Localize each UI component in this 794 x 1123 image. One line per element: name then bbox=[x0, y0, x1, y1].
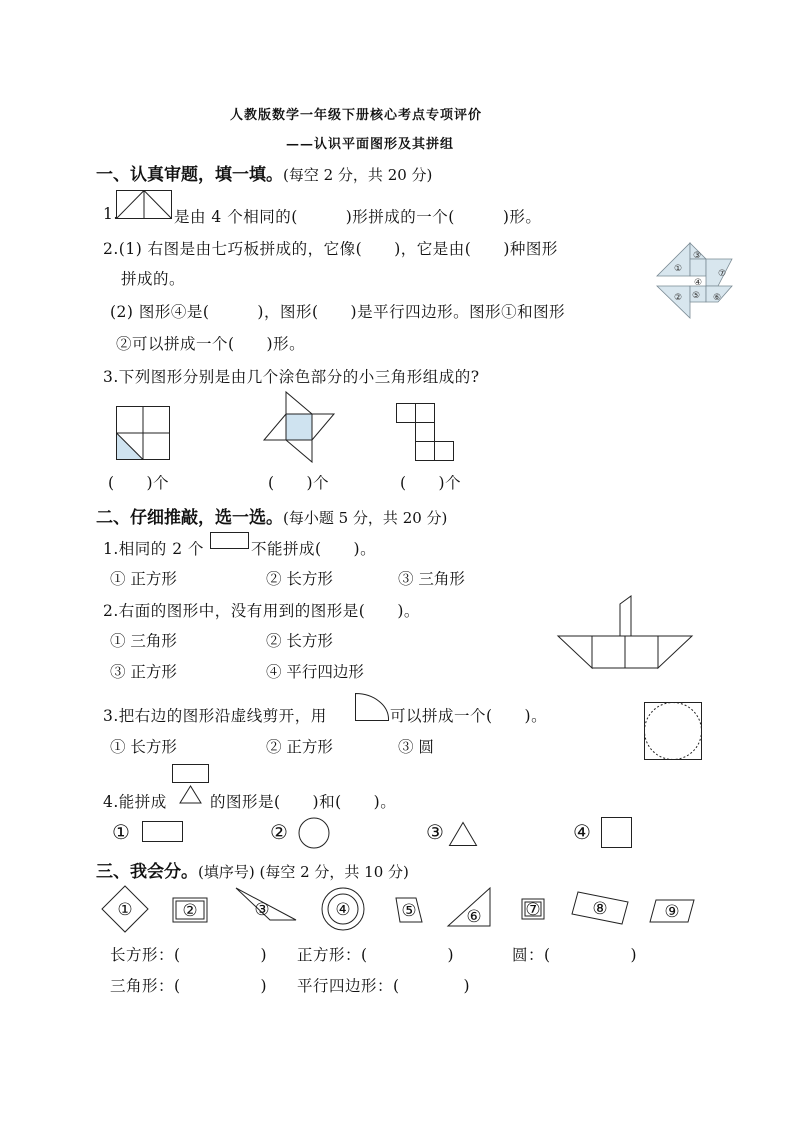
s2-q2-option-3[interactable]: ③ 正方形 bbox=[110, 663, 177, 681]
boat-figure bbox=[558, 596, 692, 671]
blank-square[interactable]: 正方形：( ) bbox=[297, 946, 455, 964]
shape-label-3: ③ bbox=[254, 900, 270, 920]
tangram-label-4: ④ bbox=[694, 278, 703, 288]
shape-label-7: ⑦ bbox=[525, 900, 541, 920]
section3-title: 三、我会分。 bbox=[96, 862, 198, 882]
blank-rect[interactable]: 长方形：( ) bbox=[110, 946, 268, 964]
s1-q3-text: 3.下列图形分别是由几个涂色部分的小三角形组成的? bbox=[103, 368, 480, 386]
blank-circle[interactable]: 圆：( ) bbox=[512, 946, 638, 964]
s2-q4-option-2-label: ② bbox=[270, 820, 288, 844]
s1-q2-line2: 拼成的。 bbox=[121, 270, 186, 288]
s2-q3-prefix: 3.把右边的图形沿虚线剪开，用 bbox=[103, 707, 327, 725]
s2-q4-option-3-triangle bbox=[449, 822, 477, 846]
s1-q1-figure bbox=[116, 190, 172, 220]
house-figure bbox=[172, 764, 210, 806]
shape-label-6: ⑥ bbox=[466, 907, 482, 927]
square-dashed-figure bbox=[644, 702, 702, 760]
s2-q3-option-3[interactable]: ③ 圆 bbox=[398, 738, 434, 756]
blank-triangle[interactable]: 三角形：( ) bbox=[110, 977, 268, 995]
section3-heading bbox=[96, 857, 409, 882]
s2-q4-option-4-label: ④ bbox=[573, 820, 591, 844]
tangram-label-2: ② bbox=[674, 293, 683, 303]
quarter-circle-figure bbox=[355, 693, 389, 721]
s2-q1-suffix: 不能拼成( )。 bbox=[251, 540, 377, 558]
s2-q4-option-2[interactable] bbox=[270, 820, 288, 844]
tangram-label-1: ① bbox=[674, 264, 683, 274]
sort-shapes bbox=[100, 884, 700, 934]
s2-q4-prefix: 4.能拼成 bbox=[103, 793, 167, 811]
s2-q4-option-4[interactable] bbox=[573, 820, 591, 844]
section1-title: 一、认真审题，填一填。 bbox=[96, 165, 283, 185]
s1-q2-line3: (2) 图形④是( )，图形( )是平行四边形。图形①和图形 bbox=[110, 303, 566, 321]
shape-label-8: ⑧ bbox=[592, 899, 608, 919]
q3-answer-3[interactable]: ( )个 bbox=[400, 474, 462, 492]
section2-heading bbox=[96, 503, 447, 528]
s2-q2-text: 2.右面的图形中，没有用到的图形是( )。 bbox=[103, 602, 420, 620]
q3-answer-2[interactable]: ( )个 bbox=[268, 474, 330, 492]
shape-label-1: ① bbox=[117, 900, 133, 920]
q3-answer-1[interactable]: ( )个 bbox=[108, 474, 170, 492]
s2-q1-option-3[interactable]: ③ 三角形 bbox=[398, 570, 465, 588]
shape-label-4: ④ bbox=[335, 900, 351, 920]
tangram-label-7: ⑦ bbox=[718, 269, 727, 279]
blank-parallelogram[interactable]: 平行四边形：( ) bbox=[297, 977, 471, 995]
s2-q1-option-1[interactable]: ① 正方形 bbox=[110, 570, 177, 588]
s2-q2-option-2[interactable]: ② 长方形 bbox=[266, 632, 333, 650]
s1-q1-text: 是由 4 个相同的( )形拼成的一个( )形。 bbox=[174, 208, 542, 226]
s1-q1-num: 1. bbox=[103, 205, 119, 223]
q3-figure-2 bbox=[264, 392, 334, 462]
section1-note: (每空 2 分，共 20 分) bbox=[283, 166, 433, 184]
s2-q4-option-3[interactable] bbox=[426, 820, 444, 844]
page-title: 人教版数学一年级下册核心考点专项评价 bbox=[230, 108, 483, 123]
tangram-label-3: ③ bbox=[693, 251, 702, 261]
s2-q4-suffix: 的图形是( )和( )。 bbox=[210, 793, 397, 811]
tangram-label-5: ⑤ bbox=[692, 291, 701, 301]
s2-q4-option-4-square bbox=[601, 817, 633, 849]
q3-figure-1 bbox=[116, 406, 170, 460]
section2-note: (每小题 5 分，共 20 分) bbox=[283, 509, 448, 527]
s2-q1-rect bbox=[210, 532, 250, 550]
s2-q4-option-1[interactable] bbox=[112, 820, 130, 844]
page-subtitle: ——认识平面图形及其拼组 bbox=[286, 137, 455, 152]
tangram-fish bbox=[652, 238, 737, 324]
shape-label-5: ⑤ bbox=[401, 901, 417, 921]
section3-note: (填序号) (每空 2 分，共 10 分) bbox=[198, 863, 409, 881]
s2-q3-suffix: 可以拼成一个( )。 bbox=[390, 707, 548, 725]
s2-q1-prefix: 1.相同的 2 个 bbox=[103, 540, 205, 558]
tangram-label-6: ⑥ bbox=[713, 293, 722, 303]
s2-q3-option-1[interactable]: ① 长方形 bbox=[110, 738, 177, 756]
shape-label-9: ⑨ bbox=[664, 902, 680, 922]
s2-q3-option-2[interactable]: ② 正方形 bbox=[266, 738, 333, 756]
s2-q2-option-4[interactable]: ④ 平行四边形 bbox=[266, 663, 364, 681]
shape-label-2: ② bbox=[182, 901, 198, 921]
section1-heading bbox=[96, 160, 432, 185]
s2-q4-option-1-label: ① bbox=[112, 820, 130, 844]
q3-figure-3 bbox=[396, 403, 454, 461]
s2-q4-option-3-label: ③ bbox=[426, 820, 444, 844]
s2-q4-option-1-rect bbox=[142, 821, 184, 843]
s2-q1-option-2[interactable]: ② 长方形 bbox=[266, 570, 333, 588]
s1-q2-line1: 2.(1) 右图是由七巧板拼成的，它像( )，它是由( )种图形 bbox=[103, 240, 558, 258]
s2-q4-option-2-circle bbox=[298, 817, 330, 849]
s1-q2-line4: ②可以拼成一个( )形。 bbox=[116, 335, 306, 353]
section2-title: 二、仔细推敲，选一选。 bbox=[96, 508, 283, 528]
s2-q2-option-1[interactable]: ① 三角形 bbox=[110, 632, 177, 650]
